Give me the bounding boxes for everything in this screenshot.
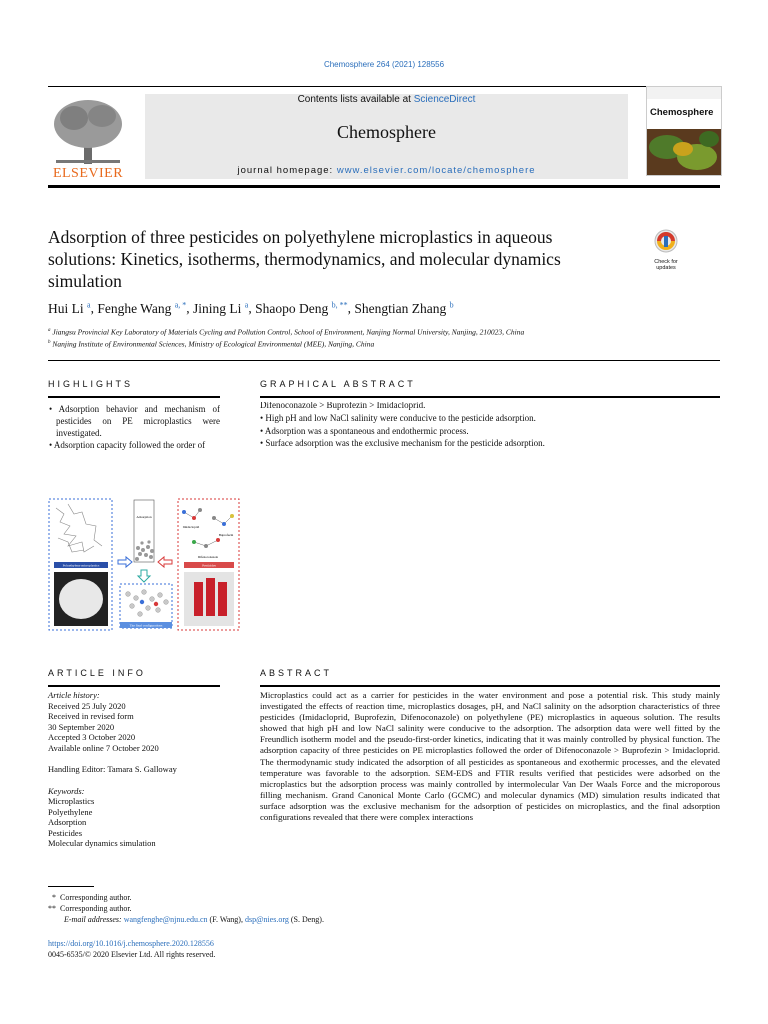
article-info [48,690,220,849]
doi-link[interactable]: https://doi.org/10.1016/j.chemosphere.2020.128556 [48,939,214,948]
crossmark-line1: Check for [654,259,678,265]
author[interactable]: Shaopo Deng $^{b, **}$ [255,300,348,316]
header-thick-rule [48,185,720,188]
graphical-abstract-heading: GRAPHICAL ABSTRACT [260,379,416,389]
email-link[interactable]: wangfenghe@njnu.edu.cn [123,915,208,924]
article-info-heading: ARTICLE INFO [48,668,146,678]
highlights-list [48,403,220,451]
footnotes [48,892,324,925]
author[interactable]: Shengtian Zhang $^b$ [354,300,454,316]
affiliation-a: $^a$ Jiangsu Provincial Key Laboratory of Materials Cycling and Pollution Control, School of Environment, Nanjing Normal University, Nanjing, 210023, China [48,327,525,337]
issn-copyright: 0045-6535/© 2020 Elsevier Ltd. All rights reserved. [48,950,216,959]
crossmark-line2: updates [656,265,676,271]
cover-image-icon [647,129,721,175]
homepage-line [145,165,628,176]
figure-label-buprofezin: Buprofezin [218,533,234,537]
highlights-heading: HIGHLIGHTS [48,379,134,389]
highlights-rule [48,396,220,398]
abstract-rule [260,685,720,687]
figure-label-difenoconazole: Difenoconazole [197,555,219,559]
affiliations [48,326,524,350]
crossmark-badge[interactable] [648,228,684,271]
cut-line: Difenoconazole > Buprofezin > Imidacloprid. [260,402,426,410]
crossmark-icon [648,228,684,254]
keyword: Adsorption [48,817,87,827]
figure-label-pe: Polyethylene microplastics [62,563,100,568]
email-line: E-mail addresses: wangfenghe@njnu.edu.cn (F. Wang), dsp@nies.org (S. Deng). [64,915,324,924]
history-line: Accepted 3 October 2020 [48,732,136,742]
graphical-abstract-figure[interactable] [48,498,240,631]
contents-line [145,94,628,105]
history-line: Available online 7 October 2020 [48,742,159,753]
elsevier-logo [48,94,128,180]
homepage-prefix: journal homepage: [237,165,337,176]
corresponding-note: ** Corresponding author. [48,904,132,913]
footnote-rule [48,886,94,887]
abstract-heading: ABSTRACT [260,668,333,678]
graphical-abstract-image [48,498,240,631]
list-item: • Adsorption behavior and mechanism of pesticides on PE microplastics were investigated. [49,404,221,438]
list-item: • Surface adsorption was the exclusive mechanism for the pesticide adsorption. [260,438,545,448]
journal-citation[interactable]: Chemosphere 264 (2021) 128556 [323,60,445,69]
keyword: Pesticides [48,827,82,838]
handling-editor: Handling Editor: Tamara S. Galloway [48,764,177,774]
homepage-link[interactable]: www.elsevier.com/locate/chemosphere [336,165,536,176]
affiliation-b: $^b$ Nanjing Institute of Environmental Sciences, Ministry of Ecological Environmental (MEE), Nanjing, China [48,339,375,349]
corresponding-note: * Corresponding author. [52,893,132,902]
history-line: Received 25 July 2020 [48,700,126,711]
history-line: Received in revised form [48,711,134,721]
contents-prefix: Contents lists available at [297,94,414,105]
doi-block [48,938,215,960]
author[interactable]: Fenghe Wang $^{a, *}$ [97,300,187,316]
figure-label-imidacloprid: Imidacloprid [182,525,200,529]
journal-name: Chemosphere [337,122,436,142]
header-rule [48,86,720,87]
graphical-abstract-list [260,402,720,450]
keyword: Microplastics [48,796,95,806]
figure-label-final: The final configurations [129,623,163,628]
journal-cover[interactable] [646,86,722,176]
author[interactable]: Jining Li $^a$ [193,300,249,316]
author-list: Hui Li $^a$, Fenghe Wang $^{a, *}$, Jining Li $^a$, Shaopo Deng $^{b, **}$, Shengtian Zhang $^b$ [48,300,454,316]
keyword: Polyethylene [48,806,93,817]
email-link[interactable]: dsp@nies.org [244,915,289,924]
list-item: • Adsorption was a spontaneous and endothermic process. [260,425,469,436]
history-line: 30 September 2020 [48,721,115,732]
section-rule [48,360,720,361]
article-title: Adsorption of three pesticides on polyethylene microplastics in aqueous solutions: Kinetics, isotherms, thermodynamics, and molecular dynamics simulation [48,227,561,291]
cover-journal-name: Chemosphere [650,107,714,118]
author[interactable]: Hui Li $^a$ [48,300,91,316]
history-label: Article history: [48,690,100,700]
figure-label-pesticides: Pesticides [202,563,216,568]
abstract-text: Microplastics could act as a carrier for pesticides in the water environment and pose a potential risk. This study mainly investigated the effects of reaction time, microplastics dosages, pH, and NaCl salinity on the adsorption characteristics of three pesticides (Imidacloprid, Buprofezin, Difenoconazole) on polyethylene (PE) microplastics in aqueous solution. The results showed that high pH and low NaCl salinity were conducive to the adsorption. The adsorption data were well fitted by the Freundlich isotherm model and the pseudo-first-order kinetics, indicating that it was mainly controlled by physical function. The adsorption capacity of three pesticides on PE microplastics followed the order of Difenoconazole > Buprofezin > Imidacloprid. The thermodynamic study indicated the adsorption of all pesticides as spontaneous and exothermic processes, and the elevated temperature was favorable to the adsorption. SEM-EDS and FTIR results verified that pesticides were adsorbed on the microplastics but the adsorption process was mainly controlled by intermolecular Van Der Waals Force and the microporous filling mechanism. Grand Canonical Monte Carlo (GCMC) and molecular dynamics (MD) simulation results indicated that surface adsorption was the exclusive mechanism for the adsorption of pesticides on microplastics, and the final adsorption configurations revealed that there were complex interactions [260,690,720,823]
sciencedirect-link[interactable]: ScienceDirect [413,94,476,105]
figure-label-adsorption: Adsorption [136,515,152,519]
list-item: • Adsorption capacity followed the order of [49,440,206,450]
graphical-abstract-rule [260,396,720,398]
article-info-rule [48,685,220,687]
list-item: • High pH and low NaCl salinity were conducive to the pesticide adsorption. [260,413,536,423]
publisher-logo-text: ELSEVIER [52,166,124,181]
keywords-label: Keywords: [48,785,85,796]
journal-banner [145,94,628,179]
keyword: Molecular dynamics simulation [48,838,156,848]
